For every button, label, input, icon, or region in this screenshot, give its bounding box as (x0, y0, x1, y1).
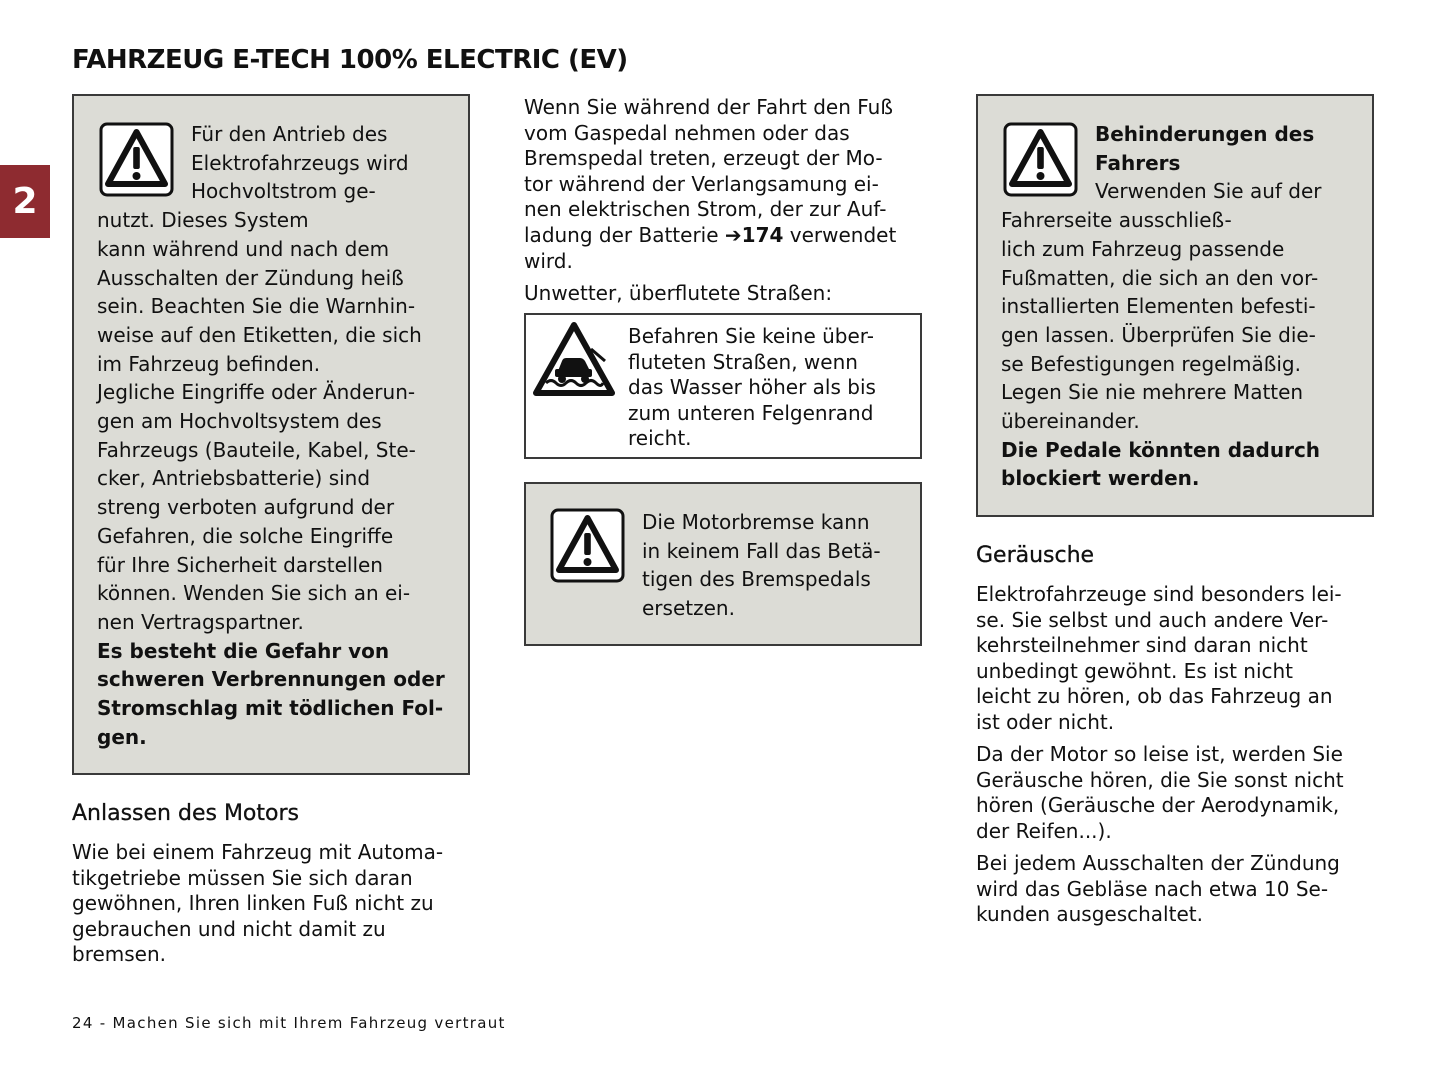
flood-warning-box (524, 313, 922, 459)
text-line: vom Gaspedal nehmen oder das (524, 120, 850, 145)
warning-triangle-icon (1003, 122, 1078, 197)
text-line: Geräusche hören, die Sie sonst nicht (976, 767, 1344, 792)
text-line: bremsen. (72, 942, 167, 967)
high-voltage-warning-box (72, 94, 470, 775)
text-line: ist oder nicht. (976, 709, 1115, 734)
driver-obstruction-warning-box (976, 94, 1374, 517)
noises-paragraph (976, 582, 1342, 736)
text-line: unbedingt gewöhnt. Es ist nicht (976, 658, 1294, 683)
text-line: cker, Antriebsbatterie) sind (97, 466, 371, 491)
text-line: übereinander. (1001, 409, 1140, 434)
chapter-tab (0, 165, 50, 238)
text-line: nen Vertragspartner. (97, 609, 304, 634)
text-line: in keinem Fall das Betä- (642, 538, 881, 563)
text-line: hören (Geräusche der Aerodynamik, (976, 793, 1340, 818)
ref-text: ladung der Batterie (524, 222, 725, 247)
text-line: Bei jedem Ausschalten der Zündung (976, 851, 1340, 875)
text-line: nutzt. Dieses System (97, 208, 309, 233)
text-line: Gefahren, die solche Eingriffe (97, 523, 394, 548)
noises-paragraph (976, 742, 1344, 844)
arrow-right-icon: ➔ (724, 222, 742, 247)
text-line: gen lassen. Überprüfen Sie die- (1001, 322, 1316, 347)
text-line: Verwenden Sie auf der (1095, 179, 1322, 204)
text-line: sein. Beachten Sie die Warnhin- (97, 294, 416, 319)
text-line: installierten Elementen befesti- (1001, 294, 1316, 319)
text-line: wird das Gebläse nach etwa 10 Se- (976, 876, 1329, 901)
text-line: weise auf den Etiketten, die sich (97, 322, 422, 347)
flooded-road-icon (533, 321, 615, 397)
warning-text (97, 120, 458, 751)
text-line: können. Wenden Sie sich an ei- (97, 581, 411, 606)
text-line: gewöhnen, Ihren linken Fuß nicht zu (72, 891, 434, 916)
regeneration-text (524, 95, 896, 274)
text-line: Fahrerseite ausschließ- (1001, 208, 1232, 233)
starting-engine-text (72, 840, 443, 968)
text-line: der Reifen...). (976, 818, 1112, 843)
text-line: Die Motorbremse kann (642, 510, 870, 534)
page-reference-link[interactable]: 174 (741, 222, 784, 247)
ref-text: verwendet (783, 222, 897, 247)
section-heading-noises: Geräusche (976, 543, 1095, 568)
noises-paragraph (976, 851, 1340, 928)
warning-triangle-icon (99, 122, 174, 197)
text-line: ersetzen. (642, 596, 735, 621)
text-line (524, 223, 896, 249)
text-line: Jegliche Eingriffe oder Änderun- (97, 380, 416, 405)
text-line: wird. (524, 248, 573, 273)
text-line: kunden ausgeschaltet. (976, 902, 1203, 927)
text-line: für Ihre Sicherheit darstellen (97, 552, 383, 577)
text-line: Legen Sie nie mehrere Matten (1001, 380, 1304, 405)
page-title: FAHRZEUG E-TECH 100% ELECTRIC (EV) (72, 45, 628, 75)
bold-warning-line: gen. (97, 724, 147, 749)
text-line: streng verboten aufgrund der (97, 495, 395, 520)
text-line: im Fahrzeug befinden. (97, 351, 321, 376)
text-line: das Wasser höher als bis (628, 375, 876, 400)
text-line: Da der Motor so leise ist, werden Sie (976, 742, 1343, 766)
text-line: Fußmatten, die sich an den vor- (1001, 265, 1319, 290)
text-line: Wenn Sie während der Fahrt den Fuß (524, 95, 893, 119)
text-line: tor während der Verlangsamung ei- (524, 171, 879, 196)
section-heading-starting-engine: Anlassen des Motors (72, 801, 299, 826)
text-line: lich zum Fahrzeug passende (1001, 236, 1285, 261)
bold-warning-line: Stromschlag mit tödlichen Fol- (97, 696, 444, 721)
engine-brake-warning-box (524, 482, 922, 646)
text-line: tigen des Bremspedals (642, 567, 871, 592)
text-line: Für den Antrieb des (191, 122, 388, 146)
text-line: leicht zu hören, ob das Fahrzeug an (976, 684, 1333, 709)
warning-title: Behinderungen des (1095, 122, 1315, 146)
warning-title: Fahrers (1095, 150, 1181, 175)
text-line: Wie bei einem Fahrzeug mit Automa- (72, 840, 444, 864)
text-line: Elektrofahrzeugs wird (191, 150, 409, 175)
text-line: se Befestigungen regelmäßig. (1001, 351, 1301, 376)
storm-label: Unwetter, überflutete Straßen: (524, 281, 833, 305)
text-line: nen elektrischen Strom, der zur Auf- (524, 197, 887, 222)
text-line: gebrauchen und nicht damit zu (72, 916, 386, 941)
text-line: reicht. (628, 426, 692, 451)
text-line: Ausschalten der Zündung heiß (97, 265, 404, 290)
flood-warning-text (628, 324, 876, 452)
text-line: kann während und nach dem (97, 236, 390, 261)
text-line: Bremspedal treten, erzeugt der Mo- (524, 146, 883, 171)
text-line: tikgetriebe müssen Sie sich daran (72, 865, 413, 890)
bold-warning-line: schweren Verbrennungen oder (97, 667, 445, 692)
engine-brake-warning-text (642, 508, 881, 623)
chapter-number: 2 (12, 181, 38, 222)
text-line: se. Sie selbst und auch andere Ver- (976, 607, 1329, 632)
text-line: Befahren Sie keine über- (628, 324, 874, 348)
warning-triangle-icon (550, 508, 625, 583)
bold-warning-line: Es besteht die Gefahr von (97, 638, 390, 663)
text-line: Hochvoltstrom ge- (191, 179, 376, 204)
bold-warning-line: blockiert werden. (1001, 466, 1200, 491)
text-line: Fahrzeugs (Bauteile, Kabel, Ste- (97, 437, 416, 462)
text-line: kehrsteilnehmer sind daran nicht (976, 633, 1308, 658)
text-line: Elektrofahrzeuge sind besonders lei- (976, 582, 1342, 606)
bold-warning-line: Die Pedale könnten dadurch (1001, 437, 1321, 462)
page-footer: 24 - Machen Sie sich mit Ihrem Fahrzeug vertraut (72, 1014, 506, 1032)
text-line: fluteten Straßen, wenn (628, 349, 858, 374)
text-line: zum unteren Felgenrand (628, 400, 874, 425)
text-line: gen am Hochvoltsystem des (97, 409, 382, 434)
